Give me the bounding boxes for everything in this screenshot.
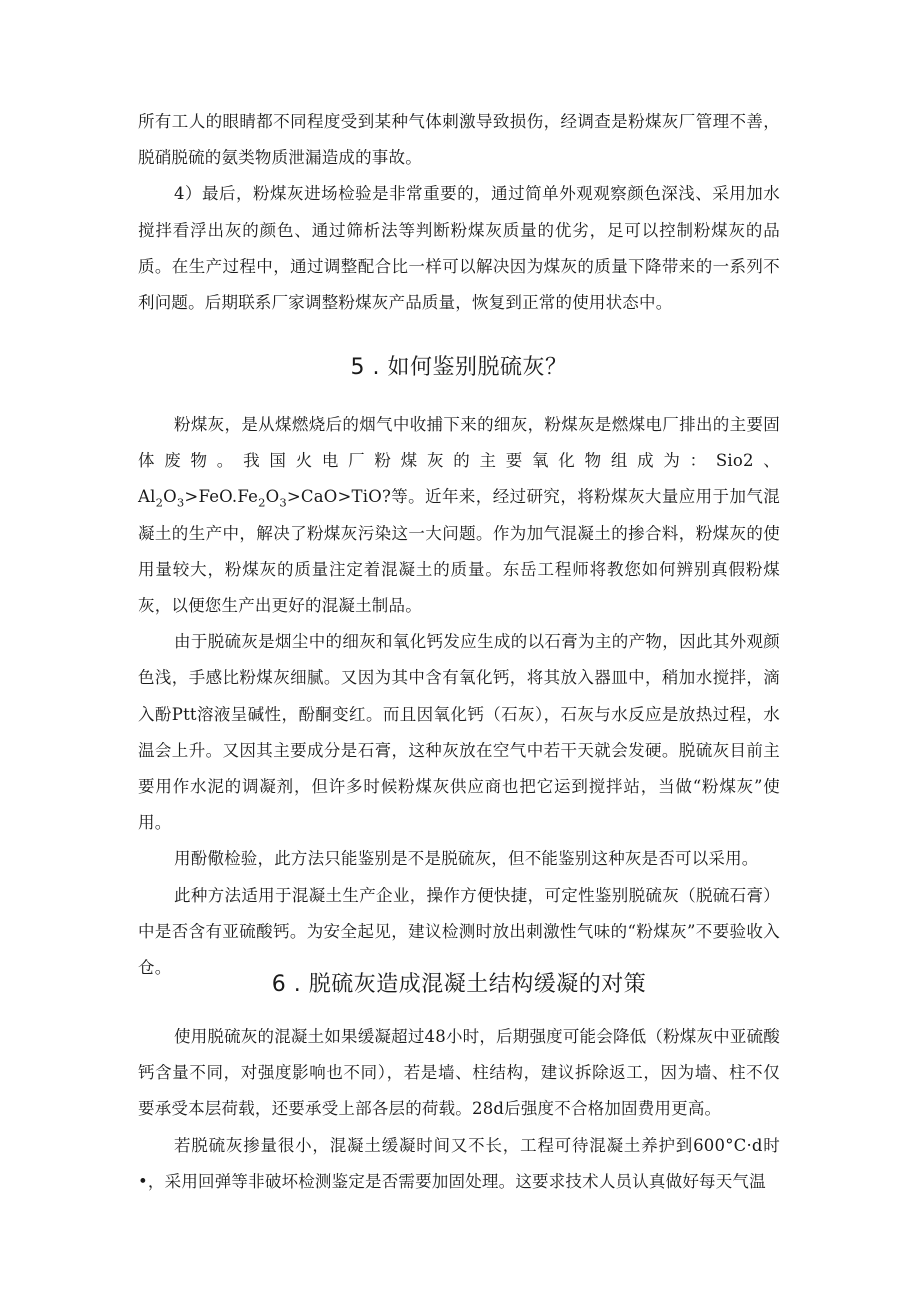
paragraph-continued: 所有工人的眼睛都不同程度受到某种气体刺激导致损伤，经调查是粉煤灰厂管理不善，脱硝脱硫的氨类物质泄漏造成的事故。 [138,112,780,168]
section-6-body [138,1019,780,1200]
oxide-text: >FeO.Fe [184,487,259,507]
subscript: 3 [279,495,287,510]
oxide-symbol: O [265,487,280,507]
paragraph-6-1: 使用脱硫灰的混凝土如果缓凝超过48小时，后期强度可能会降低（粉煤灰中亚硫酸钙含量不同，对强度影响也不同），若是墙、柱结构，建议拆除返工，因为墙、柱不仅要承受本层荷载，还要承受上部各层的荷载。28d后强度不合格加固费用更高。 [138,1027,780,1119]
paragraph-5-1 [138,407,780,624]
paragraph-5-4: 此种方法适用于混凝土生产企业，操作方便快捷，可定性鉴别脱硫灰（脱硫石膏）中是否含有亚硫酸钙。为安全起见，建议检测时放出刺激性气味的“粉煤灰”不要验收入仓。 [138,885,780,978]
section-5-body [138,407,780,986]
previous-section [138,104,780,321]
paragraph-6-2: 若脱硫灰掺量很小，混凝土缓凝时间又不长，工程可待混凝土养护到600°C·d时•，采用回弹等非破坏检测鉴定是否需要加固处理。这要求技术人员认真做好每天气温 [138,1135,780,1191]
subscript: 2 [155,495,164,510]
paragraph-4: 4）最后，粉煤灰进场检验是非常重要的，通过简单外观观察颜色深浅、采用加水搅拌看浮出灰的颜色、通过筛析法等判断粉煤灰质量的优劣，足可以控制粉煤灰的品质。在生产过程中，通过调整配合比一样可以解决因为煤灰的质量下降带来的一系列不利问题。后期联系厂家调整粉煤灰产品质量，恢复到正常的使用状态中。 [138,184,780,313]
paragraph-5-2: 由于脱硫灰是烟尘中的细灰和氧化钙发应生成的以石膏为主的产物，因此其外观颜色浅，手感比粉煤灰细腻。又因为其中含有氧化钙，将其放入器皿中，稍加水搅拌，滴入酚Ptt溶液呈碱性，酚酮变红。而且因氧化钙（石灰），石灰与水反应是放热过程，水温会上升。又因其主要成分是石膏，这种灰放在空气中若干天就会发硬。脱硫灰目前主要用作水泥的调凝剂，但许多时候粉煤灰供应商也把它运到搅拌站，当做“粉煤灰”使用。 [138,632,780,833]
subscript: 3 [176,495,185,510]
paragraph-5-1-text-a: 粉煤灰，是从煤燃烧后的烟气中收捕下来的细灰，粉煤灰是燃煤电厂排出的主要固体废物。我国火电厂粉煤灰的主要氧化物组成为：Sio2、Al [138,415,780,507]
heading-section-5: 5 . 如何鉴别脱硫灰？ [350,355,568,380]
paragraph-5-1-text-b: >CaO>TiO?等。近年来，经过研究，将粉煤灰大量应用于加气混凝土的生产中，解决了粉煤灰污染这一大问题。作为加气混凝土的掺合料，粉煤灰的使用量较大，粉煤灰的质量注定着混凝土的质量。东岳工程师将教您如何辨别真假粉煤灰，以便您生产出更好的混凝土制品。 [138,487,780,616]
subscript: 2 [258,495,266,510]
oxide-symbol: O [163,487,177,507]
heading-section-6: 6 . 脱硫灰造成混凝土结构缓凝的对策 [271,972,647,997]
paragraph-5-3: 用酚儆检验，此方法只能鉴别是不是脱硫灰，但不能鉴别这种灰是否可以采用。 [174,849,759,869]
